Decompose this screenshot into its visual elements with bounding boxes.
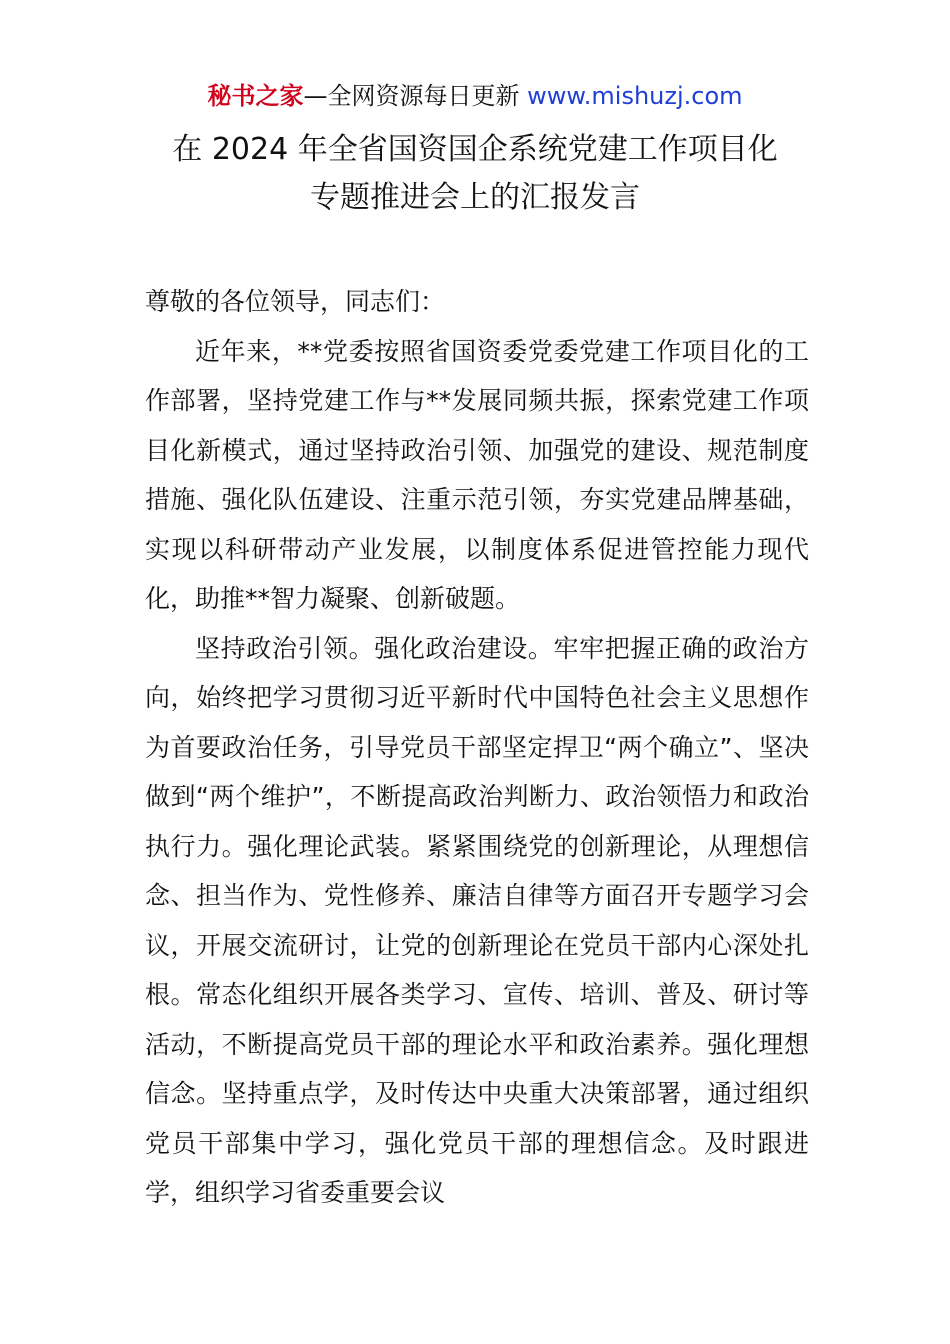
brand-name: 秘书之家 [207,82,304,110]
banner-tagline: —全网资源每日更新 [303,82,528,110]
document-title-line-1: 在 2024 年全省国资国企系统党建工作项目化 [172,132,778,167]
site-url-link[interactable]: www.mishuzj.com [527,82,743,110]
site-banner [0,80,950,112]
document-body [145,277,809,1218]
salutation: 尊敬的各位领导，同志们： [145,287,446,316]
document-title-line-2: 专题推进会上的汇报发言 [310,180,640,215]
paragraph-political-leadership: 坚持政治引领。强化政治建设。牢牢把握正确的政治方向，始终把学习贯彻习近平新时代中国特色社会主义思想作为首要政治任务，引导党员干部坚定捍卫“两个确立”、坚决做到“两个维护”，不断提高政治判断力、政治领悟力和政治执行力。强化理论武装。紧紧围绕党的创新理论，从理想信念、担当作为、党性修养、廉洁自律等方面召开专题学习会议，开展交流研讨，让党的创新理论在党员干部内心深处扎根。常态化组织开展各类学习、宣传、培训、普及、研讨等活动，不断提高党员干部的理论水平和政治素养。强化理想信念。坚持重点学，及时传达中央重大决策部署，通过组织党员干部集中学习，强化党员干部的理想信念。及时跟进学，组织学习省委重要会议 [145,633,809,1207]
paragraph-intro: 近年来，**党委按照省国资委党委党建工作项目化的工作部署，坚持党建工作与**发展同频共振，探索党建工作项目化新模式，通过坚持政治引领、加强党的建设、规范制度措施、强化队伍建设、注重示范引领，夯实党建品牌基础，实现以科研带动产业发展，以制度体系促进管控能力现代化，助推**智力凝聚、创新破题。 [145,336,809,613]
